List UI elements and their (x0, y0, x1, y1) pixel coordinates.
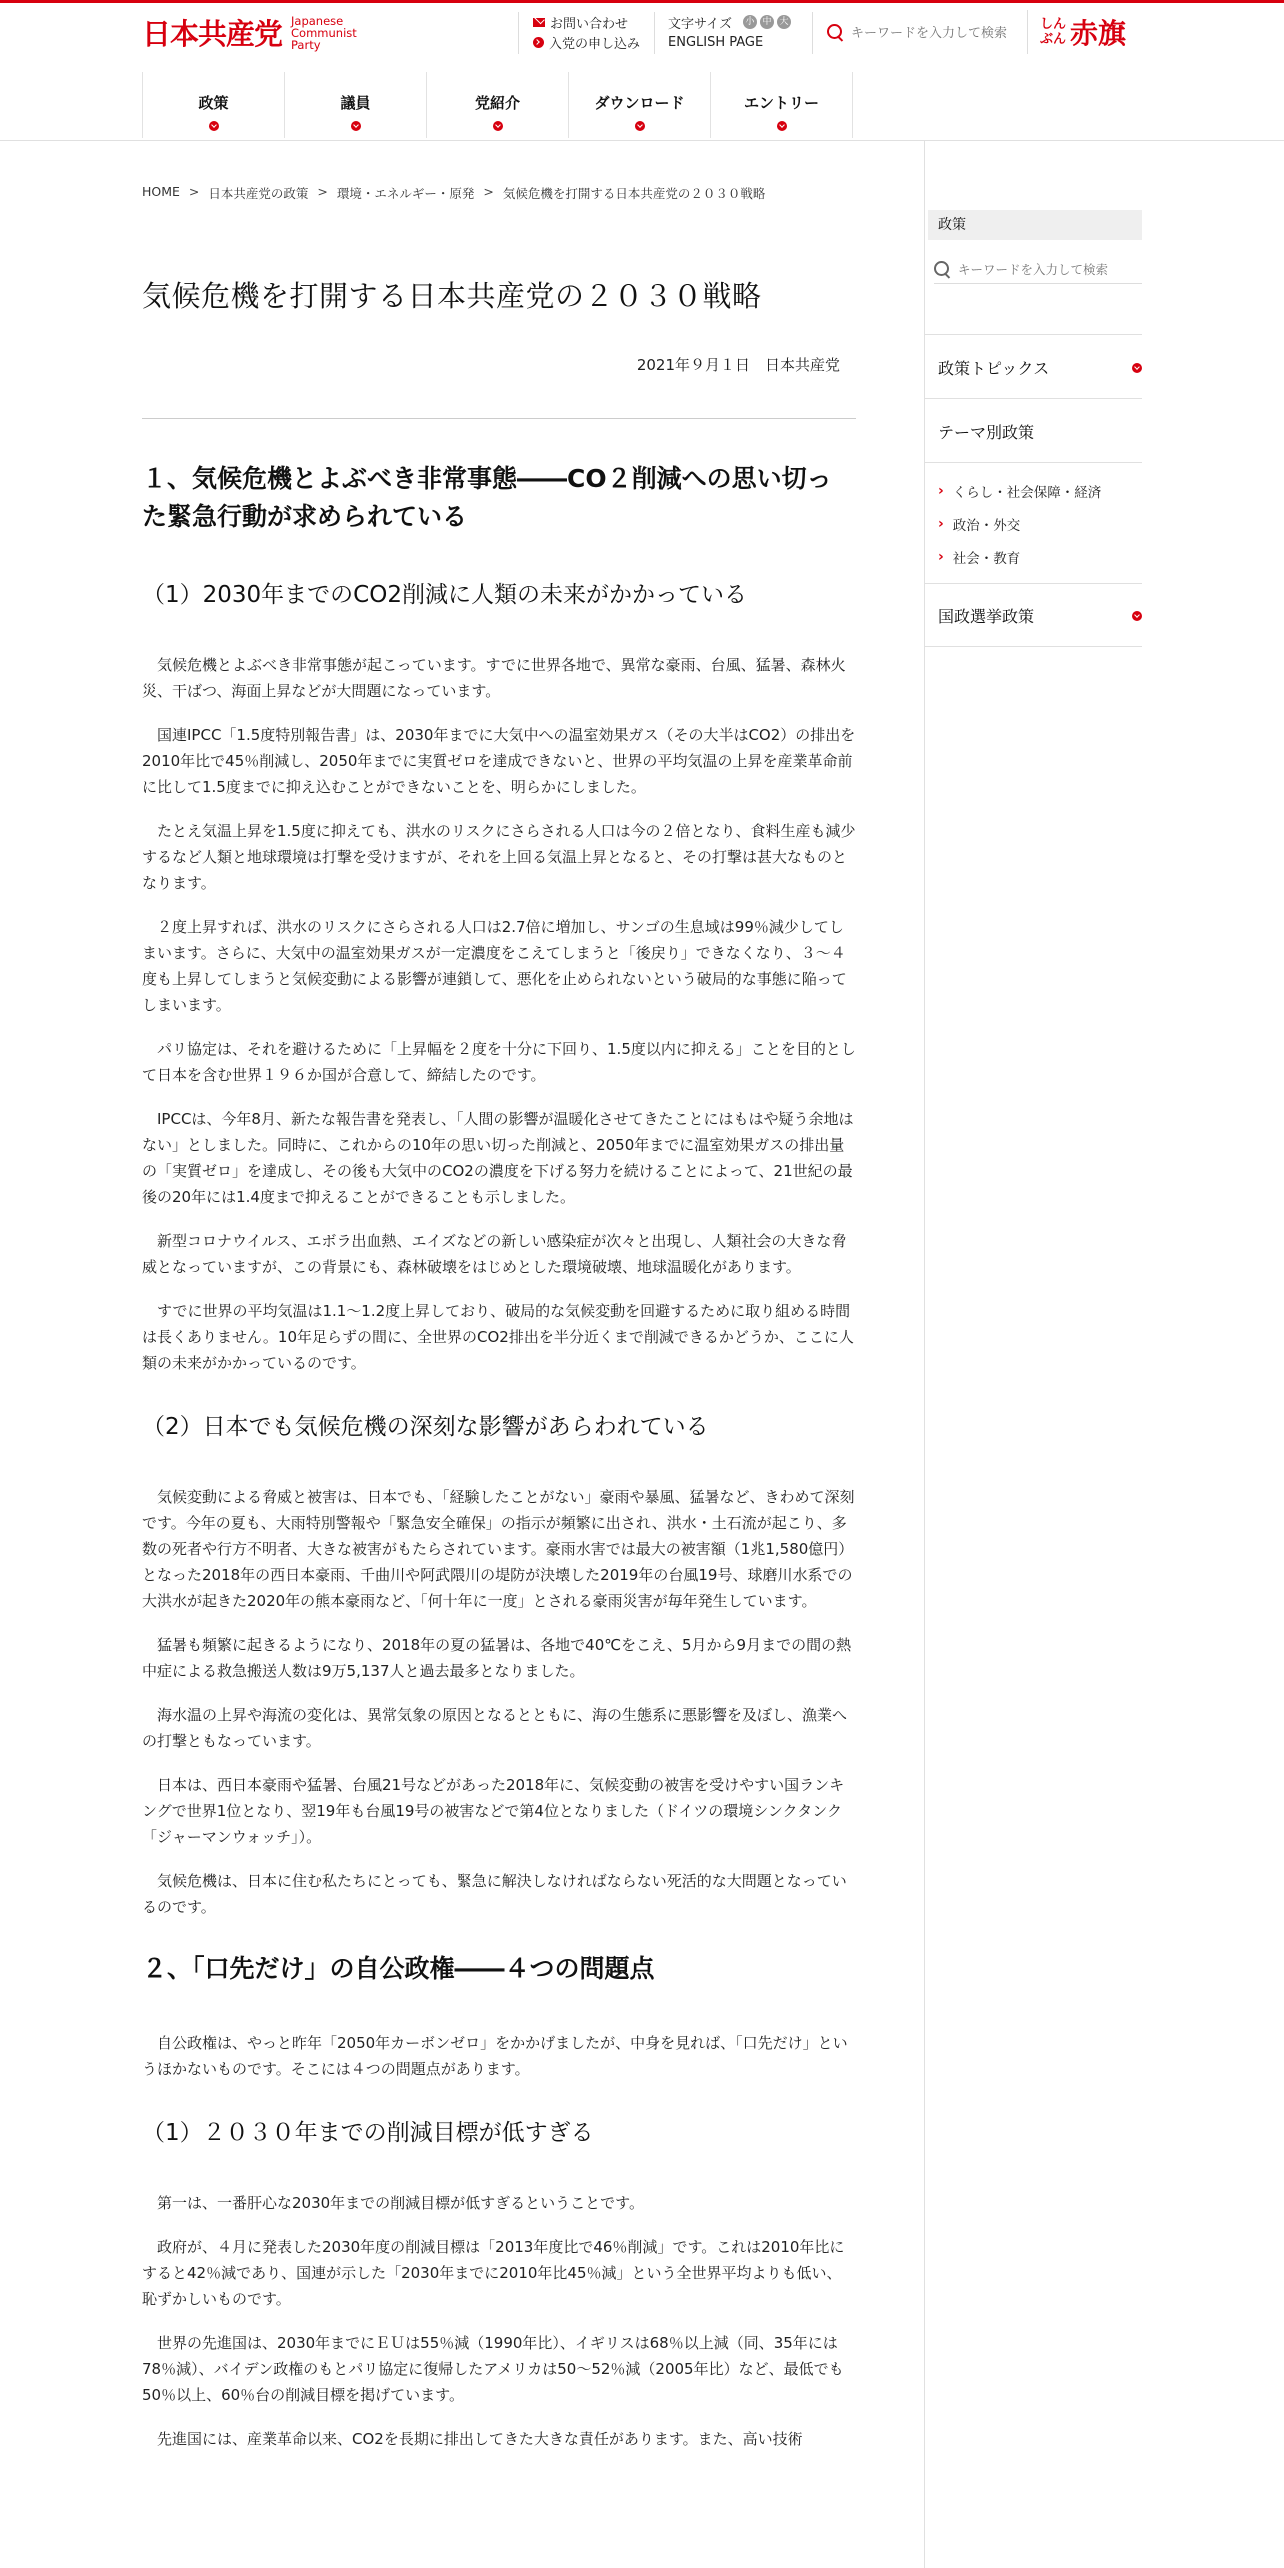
paragraph: 世界の先進国は、2030年までにＥＵは55％減（1990年比）、イギリスは68％以上減（同、35年には78％減）、バイデン政権のもとパリ協定に復帰したアメリカは50～52％減（2005年比）など、最低でも50％以上、60％台の削減目標を掲げています。 (142, 2334, 844, 2404)
sidebar-subitem-society[interactable]: › 社会・教育 (938, 549, 1021, 567)
chevron-right-icon (1132, 363, 1142, 373)
join-link[interactable]: 入党の申し込み (533, 32, 642, 52)
sidebar-divider-2 (925, 398, 1142, 399)
nav-item-about[interactable]: 党紹介 (427, 72, 569, 138)
paragraph: 自公政権は、やっと昨年「2050年カーボンゼロ」をかかげましたが、中身を見れば、「口先だけ」というほかないものです。そこには４つの問題点があります。 (142, 2034, 848, 2078)
sidebar-search (934, 256, 1142, 284)
chevron-down-icon (209, 121, 219, 131)
chevron-down-icon (777, 121, 787, 131)
font-size-large-button[interactable]: 大 (777, 15, 791, 29)
nav-item-download[interactable]: ダウンロード (569, 72, 711, 138)
paragraph: IPCCは、今年8月、新たな報告書を発表し、「人間の影響が温暖化させてきたことにはもはや疑う余地はない」としました。同時に、これからの10年の思い切った削減と、2050年までに温室効果ガスの排出量の「実質ゼロ」を達成し、その後も大気中のCO2の濃度を下げる努力を続けることによって、21世紀の最後の20年には1.4度まで抑えることができることも示しました。 (142, 1110, 854, 1206)
header-divider (0, 140, 1284, 141)
sidebar-divider-3 (925, 462, 1142, 463)
mail-icon (533, 18, 545, 27)
chevron-right-icon (1132, 611, 1142, 621)
font-size-switcher (654, 12, 814, 54)
paragraph: パリ協定は、それを避けるために「上昇幅を２度を十分に下回り、1.5度以内に抑える」ことを目的として日本を含む世界１９６か国が合意して、締結したのです。 (142, 1040, 856, 1084)
paragraph: 気候危機とよぶべき非常事態が起こっています。すでに世界各地で、異常な豪雨、台風、猛暑、森林火災、干ばつ、海面上昇などが大問題になっています。 (142, 656, 846, 700)
paragraph: 政府が、４月に発表した2030年度の削減目標は「2013年度比で46％削減」です。これは2010年比にすると42％減であり、国連が示した「2030年までに2010年比45％減」という全世界平均よりも低い、恥ずかしいものです。 (142, 2238, 845, 2308)
logo-english: Japanese Communist Party (291, 13, 357, 52)
akahata-link[interactable] (1027, 10, 1142, 54)
logo-text: 日本共産党 (142, 17, 283, 51)
article-body (142, 460, 856, 2470)
paragraph: 猛暑も頻繁に起きるようになり、2018年の夏の猛暑は、各地で40℃をこえ、5月から9月までの間の熱中症による救急搬送人数は9万5,137人と過去最多となりました。 (142, 1636, 852, 1680)
chevron-right-icon: › (938, 483, 944, 499)
chevron-right-icon: › (938, 549, 944, 565)
chevron-down-icon (635, 121, 645, 131)
font-size-medium-button[interactable]: 中 (760, 15, 774, 29)
paragraph: ２度上昇すれば、洪水のリスクにさらされる人口は2.7倍に増加し、サンゴの生息域は99％減少してしまいます。さらに、大気中の温室効果ガスが一定濃度をこえてしまうと「後戻り」できなくなり、３～４度も上昇してしまうと気候変動による影響が連鎖して、悪化を止められないという破局的な事態に陥ってしまいます。 (142, 918, 847, 1014)
font-size-label: 文字サイズ (668, 16, 732, 32)
nav-item-policy[interactable]: 政策 (143, 72, 285, 138)
top-accent-line (0, 0, 1284, 3)
contact-link[interactable]: お問い合わせ (533, 12, 642, 32)
paragraph: 新型コロナウイルス、エボラ出血熱、エイズなどの新しい感染症が次々と出現し、人類社会の大きな脅威となっていますが、この背景にも、森林破壊をはじめとした環境破壊、地球温暖化があります。 (142, 1232, 847, 1276)
title-divider (142, 418, 856, 419)
breadcrumb-environment[interactable]: 環境・エネルギー・原発 (336, 186, 475, 201)
sidebar-search-input[interactable] (958, 262, 1138, 277)
akahata-small-text: しん ぶん (1040, 17, 1067, 47)
arrow-circle-icon (533, 37, 544, 48)
publish-date: 2021年９月１日 日本共産党 (636, 356, 840, 374)
sidebar-subitem-politics[interactable]: › 政治・外交 (938, 516, 1021, 534)
breadcrumb-policy[interactable]: 日本共産党の政策 (208, 186, 309, 201)
breadcrumb-home[interactable]: HOME (142, 184, 180, 199)
subsection-heading: （1）２０３０年までの削減目標が低すぎる (142, 2120, 594, 2146)
paragraph: 気候危機は、日本に住む私たちにとっても、緊急に解決しなければならない死活的な大問題となっているのです。 (142, 1872, 847, 1916)
section-heading: １、気候危機とよぶべき非常事態――CO２削減への思い切った緊急行動が求められている (142, 464, 832, 531)
english-page-link[interactable]: ENGLISH PAGE (668, 35, 764, 50)
search-icon[interactable] (934, 261, 952, 279)
sidebar-subitem-living[interactable]: › くらし・社会保障・経済 (938, 483, 1102, 501)
header-links (518, 12, 642, 54)
paragraph: 海水温の上昇や海流の変化は、異常気象の原因となるとともに、海の生態系に悪影響を及ぼし、漁業への打撃ともなっています。 (142, 1706, 848, 1750)
akahata-title: 赤旗 (1070, 17, 1127, 50)
sidebar-divider-1 (925, 334, 1142, 335)
search-icon[interactable] (827, 24, 845, 42)
paragraph: 先進国には、産業革命以来、CO2を長期に排出してきた大きな責任があります。また、高い技術 (157, 2430, 803, 2448)
section-heading: ２、「口先だけ」の自公政権――４つの問題点 (142, 1954, 655, 1983)
paragraph: 日本は、西日本豪雨や猛暑、台風21号などがあった2018年に、気候変動の被害を受けやすい国ランキングで世界1位となり、翌19年も台風19号の被害などで第4位となりました（ドイツの環境シンクタンク「ジャーマンウォッチ」）。 (142, 1776, 845, 1846)
header-search-input[interactable] (851, 26, 1011, 41)
breadcrumb: HOME > 日本共産党の政策 > 環境・エネルギー・原発 > 気候危機を打開する日本共産党の２０３０戦略 (142, 184, 766, 201)
paragraph: すでに世界の平均気温は1.1～1.2度上昇しており、破局的な気候変動を回避するために取り組める時間は長くありません。10年足らずの間に、全世界のCO2排出を半分近くまで削減できるかどうか、ここに人類の未来がかかっているのです。 (142, 1302, 854, 1372)
paragraph: 国連IPCC「1.5度特別報告書」は、2030年までに大気中への温室効果ガス（その大半はCO2）の排出を2010年比で45％削減し、2050年までに実質ゼロを達成できないと、世界の平均気温の上昇を産業革命前に比して1.5度までに抑え込むことができないことを、明らかにしました。 (142, 726, 856, 796)
nav-item-entry[interactable]: エントリー (711, 72, 853, 138)
font-size-small-button[interactable]: 小 (743, 15, 757, 29)
paragraph: 第一は、一番肝心な2030年までの削減目標が低すぎるということです。 (157, 2194, 644, 2212)
sidebar-divider (924, 140, 925, 2568)
chevron-right-icon: › (938, 516, 944, 532)
breadcrumb-current: 気候危機を打開する日本共産党の２０３０戦略 (502, 186, 766, 201)
chevron-down-icon (351, 121, 361, 131)
header-search (812, 12, 1025, 54)
page-title: 気候危機を打開する日本共産党の２０３０戦略 (142, 279, 762, 313)
sidebar-item-election-policy[interactable]: 国政選挙政策 (938, 604, 1142, 627)
paragraph: 気候変動による脅威と被害は、日本でも、「経験したことがない」豪雨や暴風、猛暑など、きわめて深刻です。今年の夏も、大雨特別警報や「緊急安全確保」の指示が頻繁に出され、洪水・土石流が起こり、多数の死者や行方不明者、大きな被害がもたらされています。豪雨水害では最大の被害額（1兆1,580億円）となった2018年の西日本豪雨、千曲川や阿武隈川の堤防が決壊した2019年の台風19号、球磨川水系での大洪水が起きた2020年の熊本豪雨など、「何十年に一度」とされる豪雨災害が毎年発生しています。 (142, 1488, 855, 1610)
global-nav (142, 72, 853, 138)
subsection-heading: （2）日本でも気候危機の深刻な影響があらわれている (142, 1414, 709, 1440)
paragraph: たとえ気温上昇を1.5度に抑えても、洪水のリスクにさらされる人口は今の２倍となり、食料生産も減少するなど人類と地球環境は打撃を受けますが、それを上回る気温上昇となると、その打撃は甚大なものとなります。 (142, 822, 856, 892)
sidebar-divider-4 (925, 583, 1142, 584)
sidebar-item-policy-topics[interactable]: 政策トピックス (938, 356, 1142, 379)
site-logo[interactable] (142, 12, 357, 53)
chevron-down-icon (493, 121, 503, 131)
nav-item-members[interactable]: 議員 (285, 72, 427, 138)
sidebar-heading: 政策 (928, 210, 1142, 240)
sidebar-item-theme-policy[interactable]: テーマ別政策 (938, 423, 1035, 442)
sidebar-divider-5 (925, 646, 1142, 647)
subsection-heading: （1）2030年までのCO2削減に人類の未来がかかっている (142, 582, 747, 608)
